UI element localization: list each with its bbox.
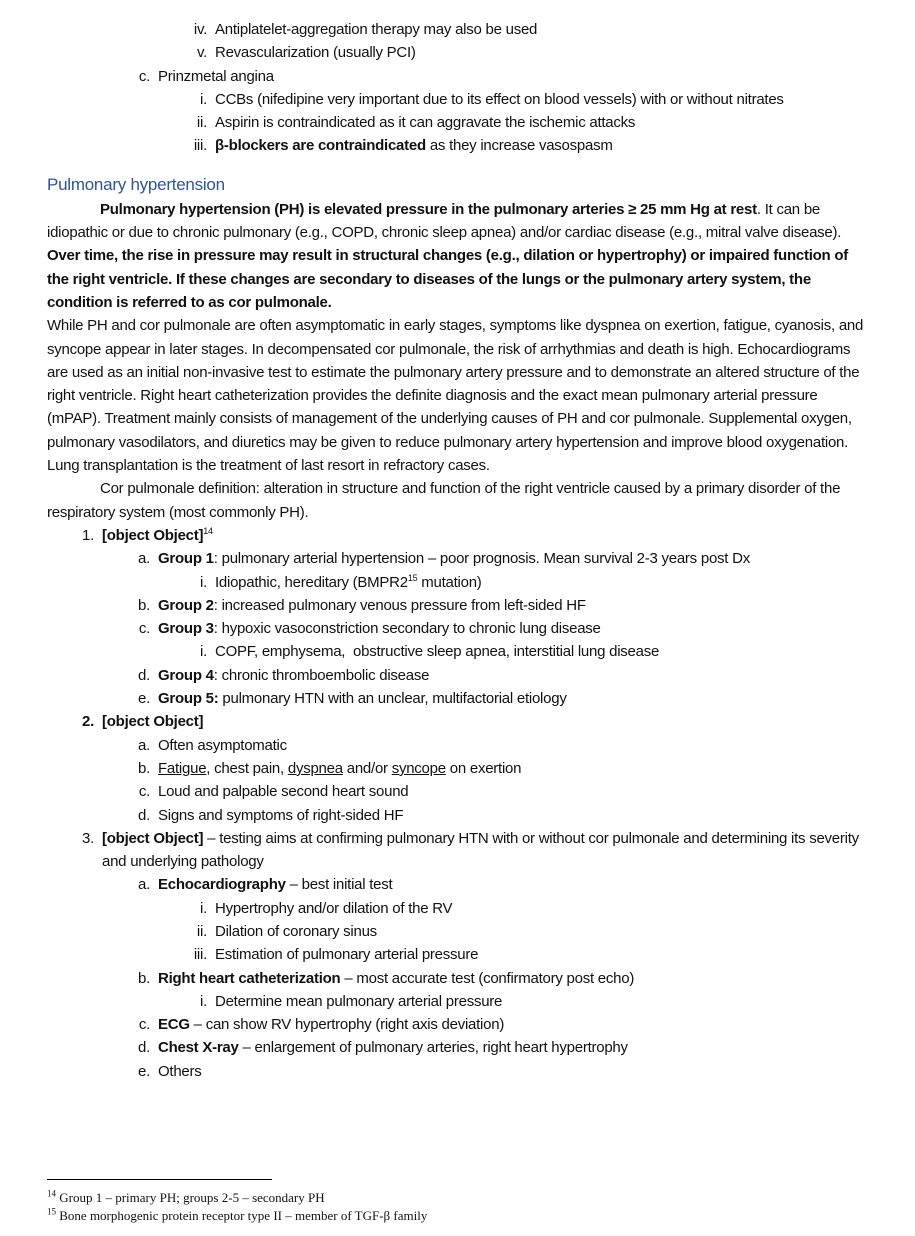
text: – can show RV hypertrophy (right axis deviation) xyxy=(189,1016,505,1034)
text: on exertion xyxy=(445,759,522,777)
list-text: Aspirin is contraindicated as it can aggravate the ischemic attacks xyxy=(215,114,636,132)
text: pulmonary HTN with an unclear, multifactorial etiology xyxy=(218,690,567,708)
list-text: Revascularization (usually PCI) xyxy=(215,44,416,62)
bold-text: Group 3 xyxy=(158,620,214,638)
list-marker: e. xyxy=(137,690,150,708)
footnote-text: Group 1 – primary PH; groups 2-5 – secondary PH xyxy=(56,1190,325,1205)
text: : increased pulmonary venous pressure from left-sided HF xyxy=(213,596,586,614)
list-text: CCBs (nifedipine very important due to its effect on blood vessels) with or without nitrates xyxy=(215,90,784,108)
underlined-text: Fatigue xyxy=(158,759,207,777)
text: , chest pain, xyxy=(206,759,288,777)
list-item xyxy=(47,547,869,570)
footnote xyxy=(47,1207,427,1225)
list-text: COPF, emphysema, obstructive sleep apnea, interstitial lung disease xyxy=(215,643,660,661)
list-text xyxy=(158,1036,869,1059)
bold-text: Chest X-ray xyxy=(158,1039,239,1057)
underlined-text: syncope xyxy=(391,759,446,777)
list-item xyxy=(47,780,869,803)
list-text: Antiplatelet-aggregation therapy may also be used xyxy=(215,21,538,38)
list-text xyxy=(158,873,869,896)
bold-text: [object Object] xyxy=(102,526,204,544)
list-marker: i. xyxy=(200,573,207,591)
list-item xyxy=(47,827,869,874)
list-item xyxy=(47,943,869,966)
text: – best initial test xyxy=(285,876,393,894)
list-item xyxy=(47,967,869,990)
paragraph: Cor pulmonale definition: alteration in structure and function of the right ventricle caused by a primary disorder of the respiratory system (most commonly PH). xyxy=(47,480,841,521)
list-marker: e. xyxy=(137,1062,150,1080)
footnote xyxy=(47,1189,325,1207)
list-item xyxy=(47,617,869,640)
list-item xyxy=(47,18,869,41)
list-text xyxy=(158,547,869,570)
bold-text: ECG xyxy=(158,1016,190,1034)
list-text xyxy=(158,967,869,990)
list-item xyxy=(47,710,869,733)
list-text: Loud and palpable second heart sound xyxy=(158,783,409,801)
list-text: Estimation of pulmonary arterial pressure xyxy=(215,946,479,964)
list-marker: c. xyxy=(138,783,150,801)
footnote-ref[interactable]: 15 xyxy=(407,572,418,583)
list-item xyxy=(47,134,869,157)
bold-text: Group 2 xyxy=(158,596,214,614)
list-text xyxy=(158,687,869,710)
list-marker: b. xyxy=(137,759,150,777)
list-item xyxy=(47,734,869,757)
list-item xyxy=(47,687,869,710)
bold-text: Pulmonary hypertension (PH) is elevated pressure in the pulmonary arteries ≥ 25 mm Hg at rest xyxy=(100,200,757,218)
list-item xyxy=(47,873,869,896)
section-heading: Pulmonary hypertension xyxy=(47,174,225,194)
text: as they increase vasospasm xyxy=(425,137,613,155)
list-marker: a. xyxy=(137,736,150,754)
list-text xyxy=(158,664,869,687)
underlined-text: dyspnea xyxy=(287,759,343,777)
list-marker: i. xyxy=(200,643,207,661)
list-marker: i. xyxy=(200,90,207,108)
list-marker: iii. xyxy=(193,137,207,155)
list-marker: v. xyxy=(196,44,207,62)
text: Idiopathic, hereditary (BMPR2 xyxy=(215,573,408,591)
footnote-number: 15 xyxy=(47,1206,56,1217)
list-text xyxy=(102,710,869,733)
list-text: Others xyxy=(158,1062,202,1080)
list-marker: d. xyxy=(137,666,150,684)
bold-text: Group 4 xyxy=(158,666,214,684)
bold-text: [object Object] xyxy=(102,829,204,847)
list-item xyxy=(47,1036,869,1059)
footnote-number: 14 xyxy=(47,1188,56,1199)
list-marker: ii. xyxy=(196,922,207,940)
list-item xyxy=(47,897,869,920)
list-marker: iii. xyxy=(193,946,207,964)
footnote-ref[interactable]: 14 xyxy=(203,525,213,536)
bold-text: [object Object] xyxy=(102,713,204,731)
list-item xyxy=(47,1013,869,1036)
bold-text: Right heart catheterization xyxy=(158,969,341,987)
text: and/or xyxy=(342,759,392,777)
text: – most accurate test (confirmatory post echo) xyxy=(340,969,635,987)
text: – enlargement of pulmonary arteries, right heart hypertrophy xyxy=(238,1039,628,1057)
list-item xyxy=(47,757,869,780)
list-item xyxy=(47,990,869,1013)
list-marker: c. xyxy=(138,1016,150,1034)
bold-text: Group 5: xyxy=(158,690,219,708)
text: – testing aims at confirming pulmonary HTN with or without cor pulmonale and determining its severity and underlying pathology xyxy=(102,829,859,871)
list-marker: a. xyxy=(137,876,150,894)
bold-text: Echocardiography xyxy=(158,876,286,894)
list-marker: d. xyxy=(137,806,150,824)
paragraph: While PH and cor pulmonale are often asymptomatic in early stages, symptoms like dyspnea on exertion, fatigue, cyanosis, and syncope appear in later stages. In decompensated cor pulmonale, the risk of arrhythmias and death is high. Echocardiograms are used as an initial non-invasive test to estimate the pulmonary artery pressure and to demonstrate an altered structure of the right ventricle. Right heart catheterization provides the definite diagnosis and the exact mean pulmonary arterial pressure (mPAP). Treatment mainly consists of management of the underlying causes of PH and cor pulmonale. Supplemental oxygen, pulmonary vasodilators, and diuretics may be given to reduce pulmonary artery hypertension and improve blood oxygenation. Lung transplantation is the treatment of last resort in refractory cases. xyxy=(47,317,864,475)
list-marker: 3. xyxy=(81,829,94,847)
list-marker: b. xyxy=(137,969,150,987)
list-text: Determine mean pulmonary arterial pressure xyxy=(215,992,503,1010)
list-marker: a. xyxy=(137,550,150,568)
list-marker: c. xyxy=(138,620,150,638)
list-text: Hypertrophy and/or dilation of the RV xyxy=(215,899,453,917)
document-page xyxy=(47,18,869,1083)
list-item xyxy=(47,571,869,594)
list-item xyxy=(47,664,869,687)
bold-text: β-blockers are contraindicated xyxy=(215,137,426,155)
text: : pulmonary arterial hypertension – poor prognosis. Mean survival 2-3 years post Dx xyxy=(213,550,750,568)
text: : chronic thromboembolic disease xyxy=(213,666,430,684)
list-text: Prinzmetal angina xyxy=(158,67,274,85)
list-marker: b. xyxy=(137,596,150,614)
list-item xyxy=(47,111,869,134)
list-item xyxy=(47,65,869,88)
text: : hypoxic vasoconstriction secondary to chronic lung disease xyxy=(213,620,601,638)
list-item xyxy=(47,640,869,663)
list-item xyxy=(47,804,869,827)
list-text xyxy=(102,827,869,874)
list-item xyxy=(47,88,869,111)
text: . It can be idiopathic or due to chronic pulmonary (e.g., COPD, chronic sleep apnea) and/or cardiac disease (e.g., mitral valve disease). xyxy=(47,200,842,242)
intro-paragraph xyxy=(47,198,869,314)
list-marker: ii. xyxy=(196,114,207,132)
footnote-separator xyxy=(47,1179,272,1180)
list-marker: 1. xyxy=(81,526,94,544)
list-text xyxy=(158,757,869,780)
list-text xyxy=(158,1013,869,1036)
list-text xyxy=(215,134,869,157)
list-marker: i. xyxy=(200,899,207,917)
list-item xyxy=(47,41,869,64)
footnote-text: Bone morphogenic protein receptor type II – member of TGF-β family xyxy=(56,1208,428,1223)
list-item xyxy=(47,524,869,547)
list-marker: d. xyxy=(137,1039,150,1057)
bold-text: Group 1 xyxy=(158,550,214,568)
bold-text: Over time, the rise in pressure may result in structural changes (e.g., dilation or hypertrophy) or impaired function of the right ventricle. If these changes are secondary to diseases of the lungs or the pulmonary artery system, the condition is referred to as cor pulmonale. xyxy=(47,247,849,311)
list-marker: i. xyxy=(200,992,207,1010)
list-text: Often asymptomatic xyxy=(158,736,287,754)
list-text xyxy=(158,594,869,617)
list-text xyxy=(215,571,869,594)
list-marker: iv. xyxy=(193,21,207,38)
list-text: Signs and symptoms of right-sided HF xyxy=(158,806,404,824)
list-item xyxy=(47,920,869,943)
list-text xyxy=(158,617,869,640)
list-marker: 2. xyxy=(81,713,94,731)
text: mutation) xyxy=(417,573,482,591)
list-item xyxy=(47,1060,869,1083)
list-marker: c. xyxy=(138,67,150,85)
list-text xyxy=(102,524,869,547)
list-text: Dilation of coronary sinus xyxy=(215,922,377,940)
list-item xyxy=(47,594,869,617)
